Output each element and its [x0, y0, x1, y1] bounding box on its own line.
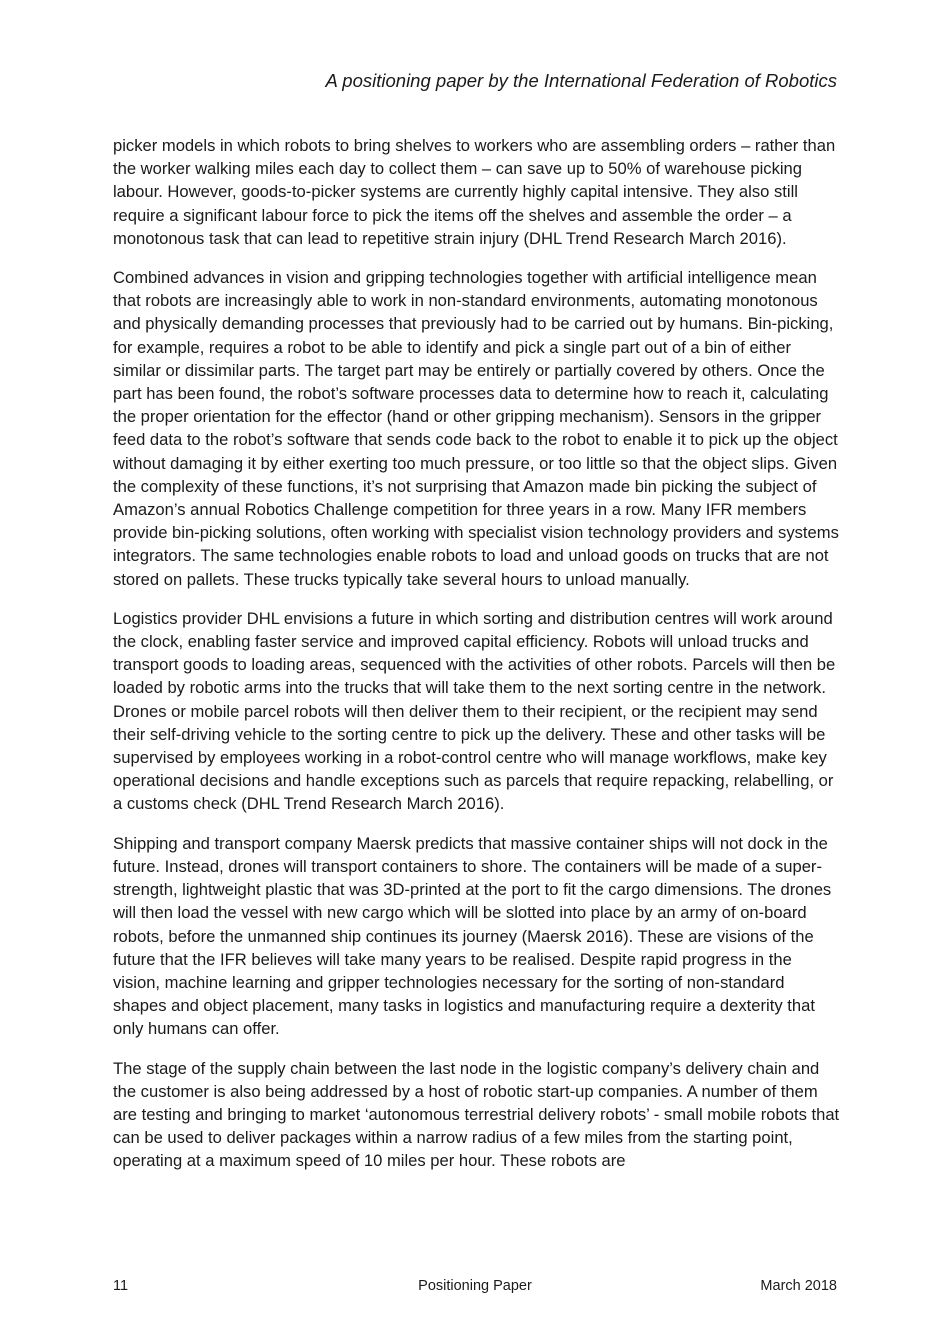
paragraph: The stage of the supply chain between the last node in the logistic company’s delivery chain and the customer is also being addressed by a host of robotic start-up companies. A number of them are testing and bringing to market ‘autonomous terrestrial delivery robots’ - small mobile robots that can be used to deliver packages within a narrow radius of a few miles from the starting point, operating at a maximum speed of 10 miles per hour. These robots are: [113, 1058, 840, 1171]
page-header-title: A positioning paper by the International Federation of Robotics: [325, 70, 837, 91]
footer-page-number: 11: [113, 1278, 129, 1294]
footer-document-type: Positioning Paper: [418, 1278, 532, 1294]
page-footer: [113, 1278, 837, 1300]
paragraph: Combined advances in vision and gripping technologies together with artificial intelligence mean that robots are increasingly able to work in non-standard environments, automating monotonous and physically demanding processes that previously had to be carried out by humans. Bin-picking, for example, requires a robot to be able to identify and pick a single part out of a bin of either similar or dissimilar parts. The target part may be entirely or partially covered by others. Once the part has been found, the robot’s software processes data to determine how to reach it, calculating the proper orientation for the effector (hand or other gripping mechanism). Sensors in the gripper feed data to the robot’s software that sends code back to the robot to enable it to pick up the object without damaging it by either exerting too much pressure, or too little so that the object slips. Given the complexity of these functions, it’s not surprising that Amazon made bin picking the subject of Amazon’s annual Robotics Challenge competition for three years in a row. Many IFR members provide bin-picking solutions, often working with specialist vision technology providers and systems integrators. The same technologies enable robots to load and unload goods on trucks that are not stored on pallets. These trucks typically take several hours to unload manually.: [113, 268, 839, 589]
body-text: [113, 134, 841, 1189]
paragraph: picker models in which robots to bring shelves to workers who are assembling orders – rather than the worker walking miles each day to collect them – can save up to 50% of warehouse picking labour. However, goods-to-picker systems are currently highly capital intensive. They also still require a significant labour force to pick the items off the shelves and assemble the order – a monotonous task that can lead to repetitive strain injury (DHL Trend Research March 2016).: [113, 136, 836, 248]
paragraph: Shipping and transport company Maersk predicts that massive container ships will not dock in the future. Instead, drones will transport containers to shore. The containers will be made of a super-strength, lightweight plastic that was 3D-printed at the port to fit the cargo dimensions. The drones will then load the vessel with new cargo which will be slotted into place by an army of on-board robots, before the unmanned ship continues its journey (Maersk 2016). These are visions of the future that the IFR believes will take many years to be realised. Despite rapid progress in the vision, machine learning and gripper technologies necessary for the sorting of non-standard shapes and object placement, many tasks in logistics and manufacturing require a dexterity that only humans can offer.: [113, 833, 832, 1039]
paragraph: Logistics provider DHL envisions a future in which sorting and distribution centres will work around the clock, enabling faster service and improved capital efficiency. Robots will unload trucks and transport goods to loading areas, sequenced with the activities of other robots. Parcels will then be loaded by robotic arms into the trucks that will take them to the next sorting centre in the network. Drones or mobile parcel robots will then deliver them to their recipient, or the recipient may send their self-driving vehicle to the sorting centre to pick up the delivery. These and other tasks will be supervised by employees working in a robot-control centre who will manage workflows, make key operational decisions and handle exceptions such as parcels that require repacking, relabelling, or a customs check (DHL Trend Research March 2016).: [113, 608, 836, 814]
footer-date: March 2018: [760, 1278, 837, 1294]
